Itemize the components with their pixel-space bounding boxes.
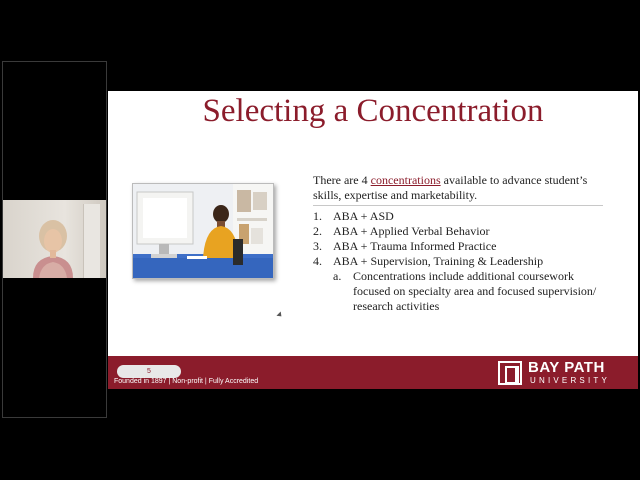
logo-name: BAY PATH	[528, 359, 605, 376]
office-photo-illustration	[133, 184, 273, 278]
presentation-slide	[108, 91, 638, 389]
sublist-item-text: Concentrations include additional coursework focused on specialty area and focused supervision/ research activities	[353, 269, 597, 313]
list-number: 1.	[313, 209, 322, 223]
list-item-text: ABA + Trauma Informed Practice	[333, 239, 497, 253]
bay-path-logo-icon	[498, 361, 522, 385]
list-item	[313, 239, 613, 254]
concentration-sublist	[313, 269, 613, 314]
footer-tagline: Founded in 1897 | Non-profit | Fully Accredited	[114, 378, 259, 385]
webcam-panel	[2, 61, 107, 418]
list-item-text: ABA + Applied Verbal Behavior	[333, 224, 490, 238]
intro-paragraph	[313, 173, 613, 203]
slide-page-number: 5	[117, 365, 181, 378]
list-number: 2.	[313, 224, 322, 238]
list-number: 3.	[313, 239, 322, 253]
slide-footer	[108, 356, 638, 389]
list-item-text: ABA + Supervision, Training & Leadership	[333, 254, 544, 268]
sublist-item	[333, 269, 613, 314]
list-item	[313, 224, 613, 239]
logo-subtitle: UNIVERSITY	[530, 376, 611, 385]
bay-path-logo	[498, 359, 636, 387]
list-item	[313, 254, 613, 269]
list-item-text: ABA + ASD	[333, 209, 394, 223]
webcam-feed	[3, 200, 106, 278]
list-number: 4.	[313, 254, 322, 268]
intro-text-start: There are 4	[313, 173, 371, 187]
slide-body	[313, 173, 613, 314]
sublist-mark: a.	[333, 269, 342, 283]
webcam-background-door	[83, 204, 100, 278]
list-item	[313, 209, 613, 224]
slide-photo	[132, 183, 274, 279]
presenter-video	[27, 214, 79, 278]
concentration-list	[313, 209, 613, 269]
concentrations-link[interactable]: concentrations	[370, 173, 441, 187]
slide-title: Selecting a Concentration	[202, 93, 544, 129]
intro-text-end: available to advance student’s skills, expertise and marketability.	[313, 173, 588, 202]
mouse-cursor-icon	[276, 311, 283, 318]
divider-line	[313, 205, 603, 206]
